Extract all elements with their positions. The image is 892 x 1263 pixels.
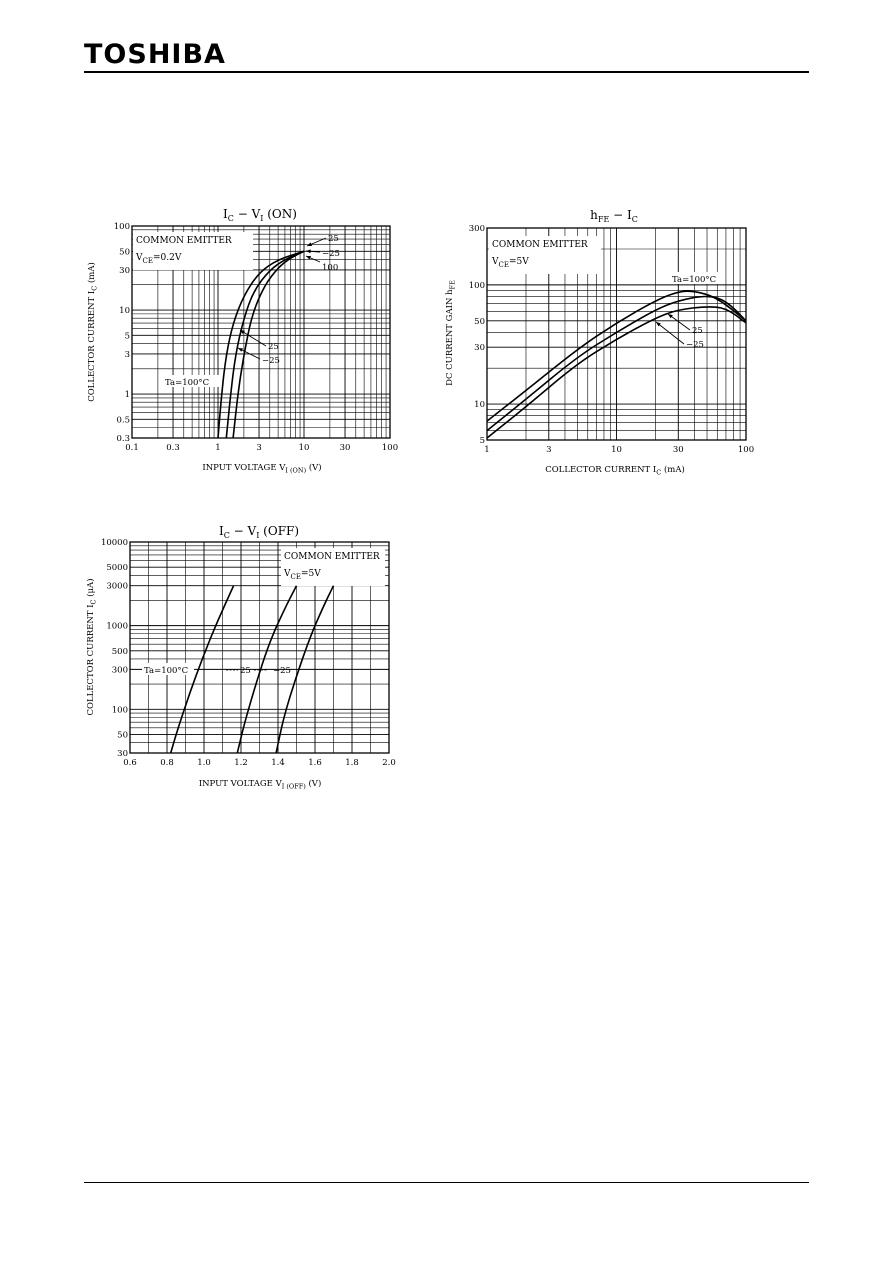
ta-label: Ta=100°C	[672, 275, 717, 285]
note-common-emitter: COMMON EMITTER	[492, 240, 588, 250]
y-tick-label: 10	[119, 306, 130, 317]
ta-label: Ta=100°C	[165, 378, 210, 388]
y-axis-label: COLLECTOR CURRENT $I_C$ (mA)	[87, 262, 99, 402]
x-tick-label: 0.8	[160, 758, 174, 768]
toshiba-logo: TOSHIBA	[84, 39, 226, 70]
chart-title: $I_C - V_I$ (ON)	[223, 207, 297, 223]
y-tick-label: 100	[113, 222, 130, 232]
ta-label: Ta=100°C	[144, 666, 189, 676]
curve-label-minus25: −25	[273, 666, 291, 676]
x-tick-label: 0.1	[125, 443, 139, 453]
y-tick-label: 5	[124, 331, 130, 342]
y-axis-label: DC CURRENT GAIN $h_{FE}$	[445, 280, 457, 386]
x-tick-label: 1.8	[345, 758, 359, 768]
y-tick-label: 500	[111, 646, 128, 657]
x-tick-label: 0.3	[166, 443, 180, 453]
curve-label-25: 25	[240, 666, 251, 676]
x-tick-label: 30	[672, 445, 684, 455]
arrow-minus25	[656, 322, 684, 344]
arrow-upper-minus25-head	[306, 249, 311, 253]
y-tick-label: 10	[474, 400, 485, 411]
x-tick-label: 0.6	[123, 758, 137, 768]
x-tick-label: 10	[298, 443, 310, 453]
chart-ic_vi_off	[85, 524, 396, 791]
x-tick-label: 1	[484, 445, 490, 455]
y-tick-label: 100	[111, 705, 128, 716]
y-tick-label: 50	[117, 730, 128, 741]
y-tick-label: 50	[474, 316, 485, 327]
curve-label-upper-100: 100	[322, 263, 339, 273]
x-tick-label: 100	[381, 443, 399, 453]
y-tick-label: 3	[124, 349, 130, 360]
y-tick-label: 10000	[100, 538, 128, 548]
series-line-ta100	[218, 251, 304, 438]
x-tick-label: 1.0	[197, 758, 211, 768]
y-tick-label: 300	[468, 224, 485, 234]
chart-title: $h_{FE} - I_C$	[590, 208, 638, 224]
x-axis-label: INPUT VOLTAGE $V_{I (ON)}$ (V)	[202, 463, 322, 475]
y-tick-label: 50	[119, 247, 130, 258]
curve-label-minus25: −25	[262, 356, 280, 366]
x-tick-label: 1.6	[308, 758, 322, 768]
x-tick-label: 10	[611, 445, 622, 455]
x-tick-label: 3	[256, 443, 262, 453]
curve-label-minus25: −25	[686, 340, 704, 350]
x-tick-label: 1	[215, 443, 221, 453]
x-tick-label: 2.0	[382, 758, 396, 768]
note-vce: $V_{CE}=5V$	[492, 257, 529, 269]
y-tick-label: 1	[124, 390, 130, 401]
y-tick-label: 1000	[106, 621, 128, 632]
curve-label-upper-minus25: −25	[322, 249, 340, 259]
y-tick-label: 0.3	[116, 434, 130, 444]
x-tick-label: 3	[546, 445, 552, 455]
series-line-ta25	[226, 251, 304, 438]
y-tick-label: 3000	[106, 581, 128, 592]
x-tick-label: 1.4	[271, 758, 285, 768]
y-axis-label: COLLECTOR CURRENT $I_C$ (μA)	[86, 578, 98, 716]
y-tick-label: 30	[119, 265, 130, 276]
y-tick-label: 300	[111, 665, 128, 676]
y-tick-label: 5000	[106, 563, 128, 574]
note-common-emitter: COMMON EMITTER	[136, 236, 232, 246]
y-tick-label: 100	[468, 280, 485, 291]
note-vce: $V_{CE}=0.2V$	[136, 253, 182, 265]
chart-hfe_ic	[445, 208, 754, 477]
y-tick-label: 5	[479, 436, 485, 446]
y-tick-label: 30	[474, 343, 485, 354]
x-tick-label: 30	[339, 443, 351, 453]
x-tick-label: 1.2	[234, 758, 248, 768]
y-tick-label: 0.5	[116, 415, 130, 426]
x-tick-label: 100	[737, 445, 755, 455]
curve-label-25: 25	[692, 326, 703, 336]
arrow-25-head	[668, 314, 673, 318]
chart-title: $I_C - V_I$ (OFF)	[218, 524, 300, 540]
x-axis-label: INPUT VOLTAGE $V_{I (OFF)}$ (V)	[198, 779, 322, 791]
x-axis-label: COLLECTOR CURRENT $I_C$ (mA)	[545, 465, 685, 477]
y-tick-label: 30	[117, 749, 128, 759]
note-common-emitter: COMMON EMITTER	[284, 552, 380, 562]
curve-label-25: 25	[268, 342, 279, 352]
chart-ic_vi_on	[86, 207, 398, 475]
curve-label-upper-25: 25	[328, 234, 339, 244]
note-vce: $V_{CE}=5V$	[284, 569, 321, 581]
